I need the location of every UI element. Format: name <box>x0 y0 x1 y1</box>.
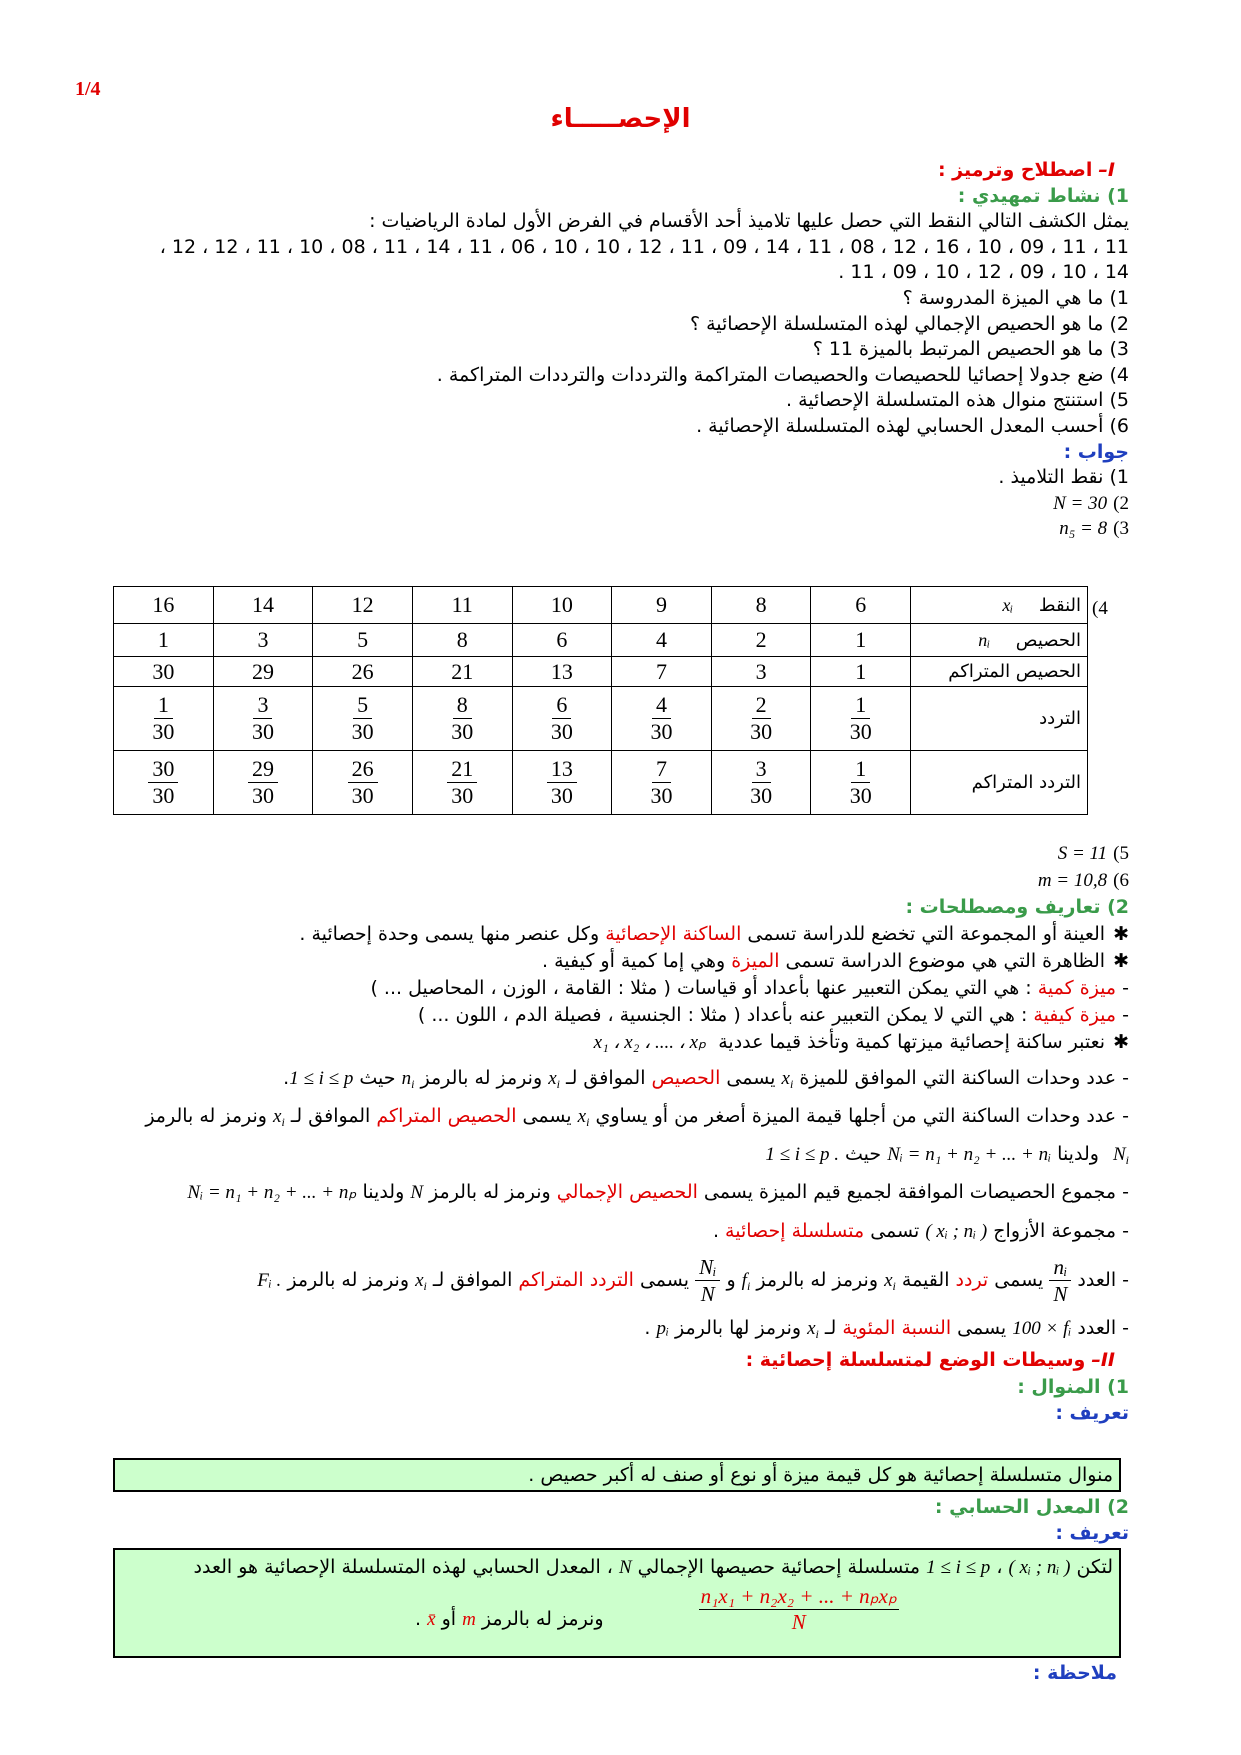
asterisk-icon: ✱ <box>1113 950 1129 972</box>
answer-6 <box>90 867 1129 894</box>
intro-text: يمثل الكشف التالي النقط التي حصل عليها تلاميذ أحد الأقسام في الفرض الأول لمادة الرياضيات : <box>369 210 1129 233</box>
answer-1: 1) نقط التلاميذ . <box>998 466 1129 489</box>
table-cell: $\frac{5}{30}$ <box>313 687 413 751</box>
definitions-title: 2) تعاريف ومصطلحات : <box>905 896 1129 918</box>
table-row-values <box>114 587 1088 624</box>
mode-definition-label: تعريف : <box>1055 1402 1129 1424</box>
table-cell: $\frac{8}{30}$ <box>412 687 512 751</box>
definition-percentage: - العدد 100 × fᵢ يسمى النسبة المئوية لـ $x_i$ ونرمز لها بالرمز pᵢ . <box>644 1317 1129 1341</box>
asterisk-icon: ✱ <box>1113 1031 1129 1053</box>
table-cell: $\frac{6}{30}$ <box>512 687 612 751</box>
table-cell: 3 <box>213 624 313 657</box>
table-cell: $\frac{1}{30}$ <box>811 687 911 751</box>
table-cell: $\frac{2}{30}$ <box>711 687 811 751</box>
mean-definition-box <box>113 1548 1121 1658</box>
section-2-heading: II– وسيطات الوضع لمتسلسلة إحصائية : <box>745 1349 1115 1371</box>
row-label-x: النقط xᵢ <box>911 587 1088 624</box>
table-cell: 8 <box>412 624 512 657</box>
definitions-section <box>90 840 1129 1426</box>
mode-definition-text: منوال متسلسلة إحصائية هو كل قيمة ميزة أو نوع أو صنف له أكبر حصيص . <box>528 1464 1113 1486</box>
section-1-number: I– <box>1098 159 1115 181</box>
table-cell: $\frac{29}{30}$ <box>213 751 313 815</box>
table-cell: 13 <box>512 657 612 687</box>
answer-2-value: N = 30 <box>1053 492 1108 514</box>
definition-values: ✱نعتبر ساكنة إحصائية ميزتها كمية وتأخذ قيما عددية x₁ ، x₂ ، .... ، xₚ <box>593 1031 1129 1053</box>
row-label-cumulative: الحصيص المتراكم <box>911 657 1088 687</box>
table-cell: 29 <box>213 657 313 687</box>
remark-label: ملاحظة : <box>1032 1662 1117 1684</box>
table-cell: 8 <box>711 587 811 624</box>
table-cell: $\frac{3}{30}$ <box>711 751 811 815</box>
answer-5-number: (5 <box>1113 843 1129 864</box>
answer-6-number: (6 <box>1113 870 1129 891</box>
question-5: 5) استنتج منوال هذه المتسلسلة الإحصائية . <box>786 389 1129 412</box>
definition-series: - مجموعة الأزواج ( xᵢ ; nᵢ ) تسمى متسلسلة إحصائية . <box>712 1220 1129 1242</box>
section-1-title: اصطلاح وترميز : <box>937 159 1093 181</box>
table-cell: 11 <box>412 587 512 624</box>
page-title: الإحصـــــاء <box>550 104 691 134</box>
definition-qualitative: - ميزة كيفية : هي التي لا يمكن التعبير عنه بأعداد ( مثلا : الجنسية ، فصيلة الدم ، اللون ... ) <box>417 1004 1129 1026</box>
table-cell: $\frac{1}{30}$ <box>114 687 214 751</box>
table-cell: $\frac{4}{30}$ <box>612 687 712 751</box>
mode-title: 1) المنوال : <box>1017 1376 1129 1398</box>
table-cell: 6 <box>811 587 911 624</box>
table-cell: 10 <box>512 587 612 624</box>
mode-definition-box <box>113 1458 1121 1492</box>
table-cell: 26 <box>313 657 413 687</box>
answer-5-value: S = 11 <box>1057 843 1108 864</box>
asterisk-icon: ✱ <box>1113 923 1129 945</box>
table-cell: 21 <box>412 657 512 687</box>
answer-3-value: n₅ = 8 <box>1059 518 1108 540</box>
mean-definition-line-1: لتكن ( xᵢ ; nᵢ ) ، 1 ≤ i ≤ p متسلسلة إحصائية حصيصها الإجمالي N ، المعدل الحسابي لهذه المتسلسلة الإحصائية هو العدد <box>193 1556 1113 1578</box>
definition-quantitative: - ميزة كمية : هي التي يمكن التعبير عنها بأعداد أو قياسات ( مثلا : القامة ، الوزن ، المحاصيل ... ) <box>370 977 1129 999</box>
mean-definition-label: تعريف : <box>1055 1522 1129 1544</box>
table-cell: $\frac{3}{30}$ <box>213 687 313 751</box>
question-3: 3) ما هو الحصيص المرتبط بالميزة 11 ؟ <box>812 338 1129 361</box>
table-cell: $\frac{7}{30}$ <box>612 751 712 815</box>
answer-3 <box>90 516 1129 542</box>
table-row-cumulative-frequency <box>114 751 1088 815</box>
definition-count: - عدد وحدات الساكنة التي الموافق للميزة $x_i$ يسمى الحصيص الموافق لـ $x_i$ ونرمز له بالرمز $n_i$ حيث 1 ≤ i ≤ p. <box>283 1067 1129 1091</box>
answer-2-number: (2 <box>1113 492 1129 514</box>
table-cell: 1 <box>811 657 911 687</box>
table-cell: 3 <box>711 657 811 687</box>
definition-cumulative-count: - عدد وحدات الساكنة التي من أجلها قيمة الميزة أصغر من أو يساوي $x_i$ يسمى الحصيص المتراكم الموافق لـ $x_i$ ونرمز له بالرمز <box>145 1105 1129 1129</box>
data-line-2: 14 ، 10 ، 09 ، 12 ، 10 ، 09 ، 11 . <box>838 261 1129 284</box>
table-row-counts <box>114 624 1088 657</box>
data-line-1: 11 ، 11 ، 09 ، 10 ، 16 ، 12 ، 08 ، 11 ، 14 ، 09 ، 11 ، 12 ، 10 ، 10 ، 06 ، 11 ، 14 ، 11 ، 08 ، 10 ، 11 ، 12 ، 12 ، <box>159 235 1129 258</box>
statistics-table <box>113 586 1088 815</box>
definition-frequency: - العدد $\frac{\text{nᵢ}}{N}$ يسمى تردد القيمة $x_i$ ونرمز له بالرمز $f_i$ و $\frac{\text{Nᵢ}}{N}$ يسمى التردد المتراكم الموافق لـ $x_i$ ونرمز له بالرمز Fᵢ . <box>257 1255 1129 1306</box>
question-6: 6) أحسب المعدل الحسابي لهذه المتسلسلة الإحصائية . <box>696 414 1129 437</box>
definition-population: ✱العينة أو المجموعة التي تخضع للدراسة تسمى الساكنة الإحصائية وكل عنصر منها يسمى وحدة إحصائية . <box>299 923 1129 945</box>
activity-title: 1) نشاط تمهيدي : <box>957 184 1129 207</box>
page-number: 1/4 <box>75 78 101 100</box>
document-body <box>90 158 1129 542</box>
table-cell: $\frac{26}{30}$ <box>313 751 413 815</box>
table-cell: 5 <box>313 624 413 657</box>
mean-definition-line-2: ونرمز له بالرمز m أو x̄ . <box>415 1608 604 1630</box>
table-cell: 12 <box>313 587 413 624</box>
row-label-cumulative-frequency: التردد المتراكم <box>911 751 1088 815</box>
table-cell: 14 <box>213 587 313 624</box>
mean-title: 2) المعدل الحسابي : <box>934 1496 1129 1518</box>
answer-6-value: m = 10,8 <box>1037 870 1108 891</box>
answer-4-number: (4 <box>1092 598 1108 619</box>
table-cell: $\frac{13}{30}$ <box>512 751 612 815</box>
section-1-heading <box>90 158 1129 184</box>
table-cell: 30 <box>114 657 214 687</box>
table-row-cumulative <box>114 657 1088 687</box>
answer-2 <box>90 491 1129 517</box>
question-1: 1) ما هي الميزة المدروسة ؟ <box>902 286 1129 309</box>
row-label-n: الحصيص nᵢ <box>911 624 1088 657</box>
question-4: 4) ضع جدولا إحصائيا للحصيصات والحصيصات المتراكمة والترددات والترددات المتراكمة . <box>436 363 1129 386</box>
mean-formula <box>699 1584 899 1635</box>
mean-fraction: n₁x₁ + n₂x₂ + ... + nₚxₚ N <box>700 1584 897 1634</box>
table-cell: $\frac{1}{30}$ <box>811 751 911 815</box>
answer-5 <box>90 840 1129 867</box>
definition-character: ✱الظاهرة التي هي موضوع الدراسة تسمى الميزة وهي إما كمية أو كيفية . <box>541 950 1129 972</box>
question-2: 2) ما هو الحصيص الإجمالي لهذه المتسلسلة الإحصائية ؟ <box>689 312 1129 335</box>
table-cell: 16 <box>114 587 214 624</box>
table-cell: 4 <box>612 624 712 657</box>
table-cell: 7 <box>612 657 712 687</box>
table-cell: 2 <box>711 624 811 657</box>
mean-section <box>90 1494 1129 1546</box>
table-cell: 1 <box>811 624 911 657</box>
table-cell: $\frac{21}{30}$ <box>412 751 512 815</box>
table-row-frequency <box>114 687 1088 751</box>
table-cell: 9 <box>612 587 712 624</box>
row-label-frequency: التردد <box>911 687 1088 751</box>
answer-3-number: (3 <box>1113 518 1129 540</box>
table-cell: $\frac{30}{30}$ <box>114 751 214 815</box>
table-cell: 6 <box>512 624 612 657</box>
definition-cumulative-formula: $N_i$ ولدينا Nᵢ = n₁ + n₂ + ... + nᵢ حيث 1 ≤ i ≤ p . <box>765 1143 1129 1167</box>
answer-label: جواب : <box>1063 440 1129 463</box>
table-cell: 1 <box>114 624 214 657</box>
definition-total-count: - مجموع الحصيصات الموافقة لجميع قيم الميزة يسمى الحصيص الإجمالي ونرمز له بالرمز N ولدينا Nᵢ = n₁ + n₂ + ... + nₚ <box>187 1181 1129 1203</box>
